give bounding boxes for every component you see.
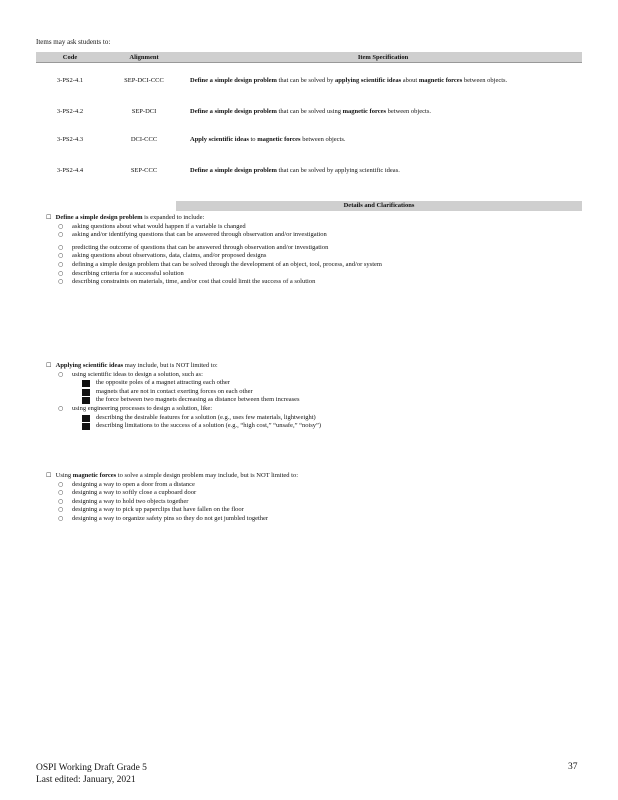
filled-square-icon [82, 415, 90, 422]
sub-item-text: the opposite poles of a magnet attracting each other [96, 379, 230, 387]
circle-bullet-icon: ○ [58, 489, 64, 497]
item-text: asking questions about what would happen if a variable is changed [72, 222, 246, 230]
list-item [46, 405, 582, 414]
filled-square-icon [82, 397, 90, 404]
spec-keyword: Apply scientific ideas [190, 135, 249, 143]
filled-square-icon [82, 423, 90, 430]
table-header-row [36, 52, 582, 63]
spec-keyword: simple design problem [214, 107, 277, 115]
spec-cell [184, 125, 582, 153]
spec-keyword: magnetic forces [257, 135, 301, 143]
code-cell: 3-PS2-4.4 [56, 166, 84, 174]
header-alignment: Alignment [104, 52, 184, 63]
circle-bullet-icon: ○ [58, 243, 64, 251]
item-text: designing a way to hold two objects together [72, 497, 189, 505]
list-item [46, 270, 582, 279]
sub-item-text: magnets that are not in contact exerting forces on each other [96, 387, 253, 395]
sub-list [46, 414, 582, 431]
intro-text: Items may ask students to: [36, 38, 111, 46]
spec-keyword: magnetic forces [342, 107, 387, 115]
item-list [46, 223, 582, 287]
square-bullet-icon: ☐ [46, 362, 52, 369]
list-item [46, 252, 582, 261]
circle-bullet-icon: ○ [58, 231, 64, 239]
item-text: designing a way to organize safety pins so they do not get jumbled together [72, 514, 269, 522]
circle-bullet-icon: ○ [58, 370, 64, 378]
section-heading [46, 214, 582, 223]
list-item [46, 371, 582, 380]
section-heading [46, 362, 582, 371]
heading-bold: magnetic forces [72, 472, 117, 479]
code-cell: 3-PS2-4.1 [56, 76, 84, 84]
section-heading [46, 472, 582, 481]
circle-bullet-icon: ○ [58, 252, 64, 260]
alignment-cell: SEP-CCC [130, 166, 158, 174]
circle-bullet-icon: ○ [58, 269, 64, 277]
item-text: defining a simple design problem that can be solved through the development of an object, tool, process, and/or system [72, 260, 382, 268]
sub-item-text: the force between two magnets decreasing as distance between them increases [96, 396, 300, 404]
footer [36, 762, 147, 786]
heading-text: Using [55, 472, 73, 479]
section-magnetic-forces [46, 472, 582, 524]
sub-item-text: describing the desirable features for a solution (e.g., uses few materials, lightweight) [96, 413, 316, 421]
heading-bold: Applying scientific ideas [55, 362, 124, 369]
table-row [36, 63, 582, 98]
spec-cell [184, 153, 582, 187]
item-text: predicting the outcome of questions that can be answered through observation and/or investigation [72, 243, 329, 251]
sub-item [46, 379, 582, 388]
sub-item [46, 414, 582, 423]
list-item [46, 498, 582, 507]
spec-text: to [248, 135, 258, 143]
footer-edited: Last edited: January, 2021 [36, 775, 136, 785]
circle-bullet-icon: ○ [58, 260, 64, 268]
alignment-cell: SEP-DCI [131, 107, 157, 115]
heading-text: may include, but is NOT limited to: [123, 362, 218, 369]
list-item [46, 244, 582, 253]
list-item [46, 223, 582, 232]
item-text: describing criteria for a successful solution [72, 269, 184, 277]
circle-bullet-icon: ○ [58, 404, 64, 412]
sub-item-text: describing limitations to the success of a solution (e.g., “high cost,” “unsafe,” “noisy”) [96, 422, 322, 430]
list-item [46, 261, 582, 270]
list-item [46, 515, 582, 524]
table-row [36, 125, 582, 153]
sub-list [46, 379, 582, 405]
code-cell: 3-PS2-4.3 [56, 135, 84, 143]
item-text: designing a way to pick up paperclips that have fallen on the floor [72, 506, 244, 514]
spec-cell [184, 97, 582, 125]
circle-bullet-icon: ○ [58, 480, 64, 488]
spec-text: that can be solved by applying scientific ideas. [276, 166, 400, 174]
item-text: asking and/or identifying questions that can be answered through observation and/or investigation [72, 231, 327, 239]
spec-text: between objects. [386, 107, 431, 115]
spec-text: that can be solved using [276, 107, 343, 115]
footer-title: OSPI Working Draft Grade 5 [36, 763, 147, 773]
square-bullet-icon: ☐ [46, 472, 52, 479]
filled-square-icon [82, 389, 90, 396]
spec-text: Define a [190, 76, 215, 84]
header-spec: Item Specification [184, 52, 582, 63]
spec-keyword: simple design problem [214, 76, 277, 84]
table-row [36, 97, 582, 125]
alignment-cell: DCI-CCC [130, 135, 158, 143]
item-list [46, 481, 582, 524]
table-row [36, 153, 582, 187]
item-text: using engineering processes to design a solution, like: [72, 404, 213, 412]
circle-bullet-icon: ○ [58, 222, 64, 230]
item-text: designing a way to softly close a cupboard door [72, 489, 197, 497]
filled-square-icon [82, 380, 90, 387]
sub-item [46, 388, 582, 397]
sub-item [46, 422, 582, 431]
item-text: designing a way to open a door from a distance [72, 480, 195, 488]
circle-bullet-icon: ○ [58, 514, 64, 522]
square-bullet-icon: ☐ [46, 214, 52, 221]
spec-text: that can be solved by [276, 76, 336, 84]
section-define-problem [46, 214, 582, 287]
list-item [46, 278, 582, 287]
page-number: 37 [568, 762, 578, 772]
list-item [46, 481, 582, 490]
section-apply-ideas [46, 362, 582, 431]
item-text: using scientific ideas to design a solution, such as: [72, 370, 203, 378]
details-header: Details and Clarifications [176, 201, 582, 211]
spec-text: between objects. [462, 76, 508, 84]
header-code: Code [36, 52, 104, 63]
item-list [46, 405, 582, 414]
spec-text: between objects. [300, 135, 346, 143]
spec-text: about [401, 76, 419, 84]
list-item [46, 506, 582, 515]
alignment-cell: SEP-DCI-CCC [124, 76, 164, 84]
item-text: describing constraints on materials, time, and/or cost that could limit the success of a solution [72, 278, 316, 286]
spec-keyword: magnetic forces [418, 76, 463, 84]
heading-bold: Define a simple design problem [55, 214, 143, 221]
heading-text: to solve a simple design problem may include, but is NOT limited to: [116, 472, 299, 479]
list-item [46, 489, 582, 498]
heading-text: is expanded to include: [142, 214, 205, 221]
spec-text: Define a [190, 107, 215, 115]
spec-keyword: simple design problem [214, 166, 277, 174]
item-specification-table [36, 52, 582, 187]
spec-cell [184, 63, 582, 98]
spec-keyword: applying scientific ideas [335, 76, 402, 84]
item-text: asking questions about observations, data, claims, and/or proposed designs [72, 252, 267, 260]
sub-item [46, 396, 582, 405]
spec-text: Define a [190, 166, 215, 174]
circle-bullet-icon: ○ [58, 506, 64, 514]
item-list [46, 371, 582, 380]
circle-bullet-icon: ○ [58, 278, 64, 286]
code-cell: 3-PS2-4.2 [56, 107, 84, 115]
list-item [46, 231, 582, 240]
circle-bullet-icon: ○ [58, 497, 64, 505]
